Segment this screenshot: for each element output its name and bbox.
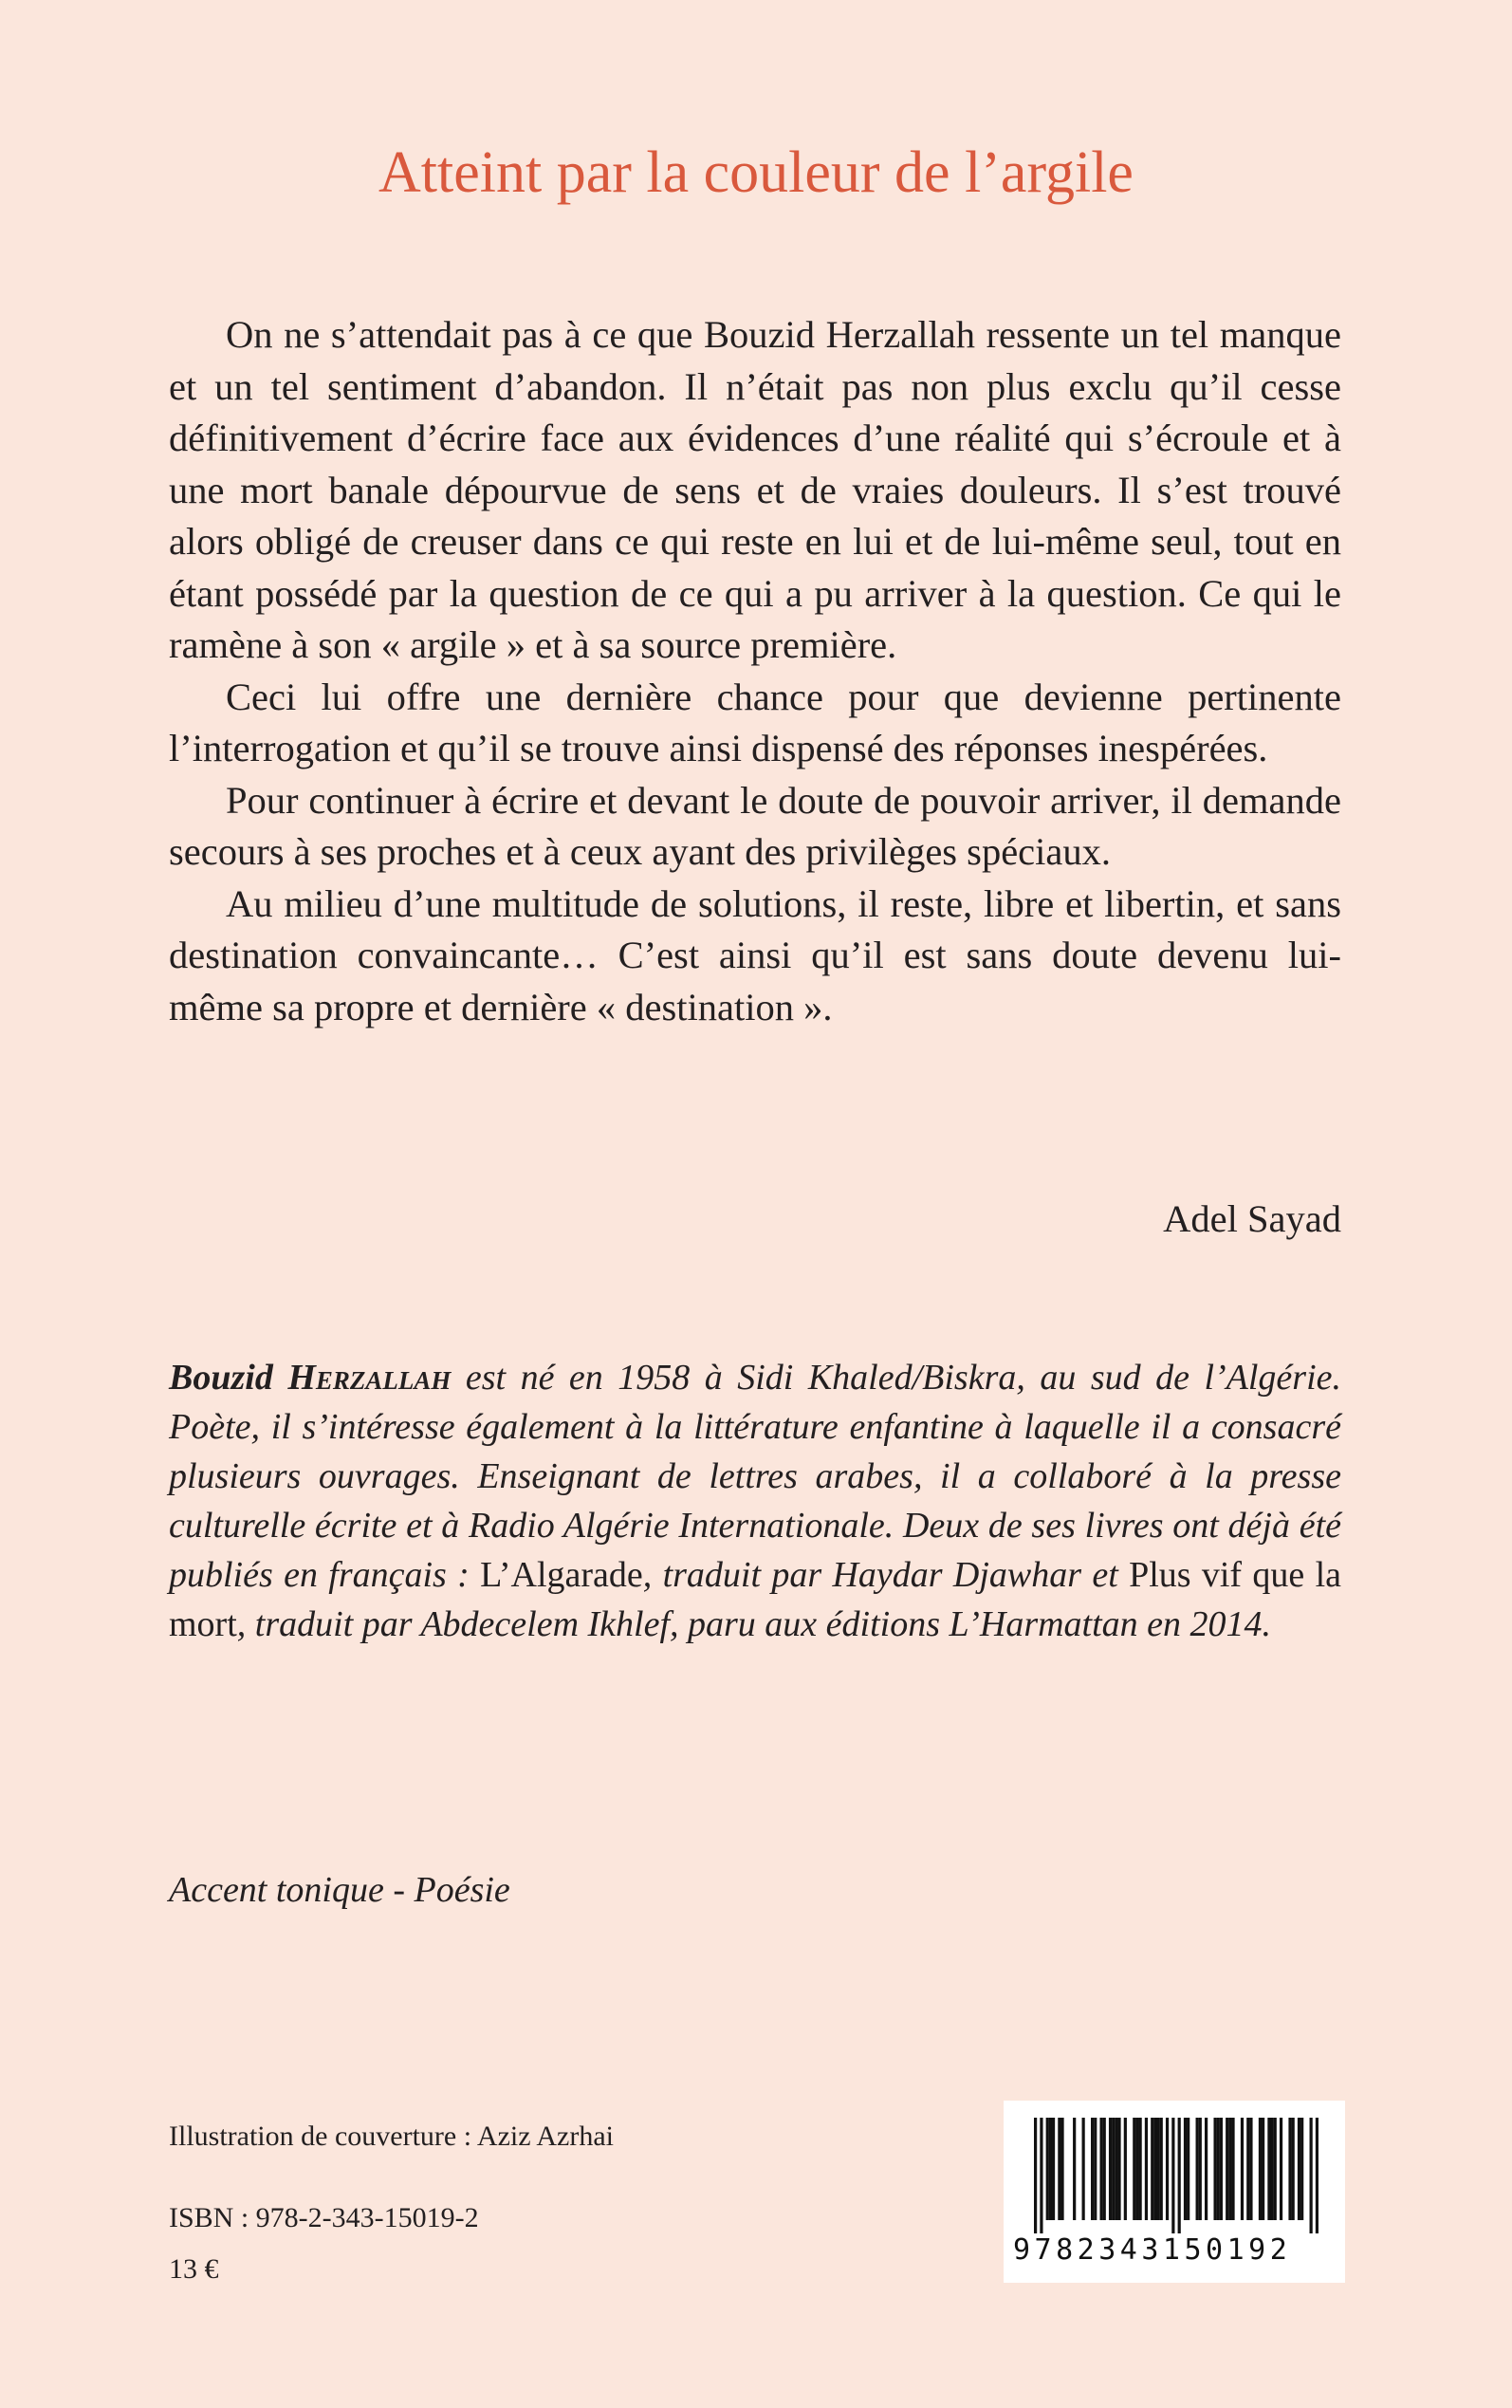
barcode-bar xyxy=(1262,2118,1264,2220)
author-last-name: Herzallah xyxy=(287,1358,452,1398)
barcode-bar xyxy=(1156,2118,1159,2220)
barcode-bar xyxy=(1166,2118,1169,2220)
barcode-bar xyxy=(1049,2118,1052,2220)
barcode-bar xyxy=(1199,2118,1202,2220)
price: 13 € xyxy=(169,2253,219,2285)
barcode-bar xyxy=(1151,2118,1153,2220)
barcode-bar xyxy=(1112,2118,1115,2220)
barcode-bar xyxy=(1082,2118,1085,2220)
bio-text: , traduit par Haydar Djawhar et xyxy=(642,1555,1130,1595)
barcode-bar xyxy=(1040,2118,1042,2233)
barcode-bar xyxy=(1310,2118,1313,2233)
barcode-bar xyxy=(1213,2118,1216,2220)
barcode-bar xyxy=(1139,2118,1142,2220)
bio-text: , traduit par Abdecelem Ikhlef, paru aux éditions L’Harmattan en 2014. xyxy=(236,1604,1272,1644)
barcode-bar xyxy=(1109,2118,1112,2220)
bio-text: est né en 1958 à Sidi Khaled/Biskra, au sud de l’Algérie. Poète, il s’intéresse également à la littérature enfantine à laquelle il a consacré plusieurs ouvrages. Enseignant de lettres arabes, il a collaboré à la presse culturelle écrite et à Radio Algérie Internationale. Deux de ses livres ont déjà été publiés en français : xyxy=(169,1358,1342,1595)
barcode-bar xyxy=(1228,2118,1231,2220)
barcode-bar xyxy=(1052,2118,1055,2220)
back-cover-blurb xyxy=(169,309,1341,1033)
barcode-bar xyxy=(1267,2118,1270,2220)
barcode-bar xyxy=(1073,2118,1076,2220)
barcode-bar xyxy=(1259,2118,1262,2220)
barcode-bar xyxy=(1316,2118,1318,2233)
barcode-bar xyxy=(1124,2118,1127,2220)
barcode-bar xyxy=(1220,2118,1223,2220)
barcode-bar xyxy=(1091,2118,1094,2220)
isbn-text: ISBN : 978-2-343-15019-2 xyxy=(169,2202,479,2233)
barcode-bar xyxy=(1187,2118,1189,2220)
blurb-paragraph: On ne s’attendait pas à ce que Bouzid Herzallah ressente un tel manque et un tel sentiment d’abandon. Il n’était pas non plus exclu qu’il cesse définitivement d’écrire face aux évidences d’une réalité qui s’écroule et à une mort banale dépourvue de sens et de vraies douleurs. Il s’est trouvé alors obligé de creuser dans ce qui reste en lui et de lui-même seul, tout en étant possédé par la question de ce qui a pu arriver à la question. Ce qui le ramène à son « argile » et à sa source première. xyxy=(169,313,1341,666)
barcode-bar xyxy=(1292,2118,1295,2220)
barcode-bar xyxy=(1099,2118,1102,2220)
barcode-bar xyxy=(1117,2118,1120,2220)
collection-name: Accent tonique - Poésie xyxy=(169,1870,510,1910)
barcode-bar xyxy=(1060,2118,1063,2220)
barcode-bar xyxy=(1133,2118,1135,2220)
author-first-name: Bouzid xyxy=(169,1358,273,1398)
barcode-bar xyxy=(1249,2118,1252,2220)
barcode-bar xyxy=(1274,2118,1277,2220)
barcode-bar xyxy=(1288,2118,1291,2220)
book-title-algarade: L’Algarade xyxy=(480,1555,643,1595)
barcode-bar xyxy=(1241,2118,1244,2220)
barcode-bar xyxy=(1046,2118,1049,2220)
blurb-paragraph: Ceci lui offre une dernière chance pour que devienne pertinente l’interrogation et qu’il se trouve ainsi dispensé des réponses inespérées. xyxy=(169,675,1341,769)
blurb-signature: Adel Sayad xyxy=(1163,1197,1341,1240)
barcode-bar xyxy=(1231,2118,1234,2220)
barcode-bar xyxy=(1184,2118,1187,2220)
barcode-bars xyxy=(1034,2118,1318,2233)
barcode-bar xyxy=(1103,2118,1106,2220)
barcode-bar xyxy=(1058,2118,1060,2220)
barcode-bar xyxy=(1300,2118,1303,2220)
barcode-bar xyxy=(1171,2118,1174,2233)
barcode-bar xyxy=(1217,2118,1220,2220)
barcode-bar xyxy=(1153,2118,1156,2220)
barcode-bar xyxy=(1298,2118,1300,2220)
barcode-bar xyxy=(1280,2118,1282,2220)
author-bio xyxy=(169,1353,1341,1649)
barcode-bar xyxy=(1205,2118,1208,2220)
barcode-bar xyxy=(1178,2118,1181,2233)
book-title: Atteint par la couleur de l’argile xyxy=(378,140,1134,205)
barcode-bar xyxy=(1270,2118,1273,2220)
blurb-paragraph: Pour continuer à écrire et devant le doute de pouvoir arriver, il demande secours à ses proches et à ceux ayant des privilèges spéciaux. xyxy=(169,778,1341,873)
barcode-digits: 9782343150192 xyxy=(1013,2233,1292,2267)
barcode-bar xyxy=(1226,2118,1228,2220)
barcode-bar xyxy=(1160,2118,1163,2220)
barcode-bar xyxy=(1094,2118,1097,2220)
barcode-bar xyxy=(1115,2118,1117,2220)
barcode-bar xyxy=(1246,2118,1249,2220)
blurb-paragraph: Au milieu d’une multitude de solutions, il reste, libre et libertin, et sans destination convaincante… C’est ainsi qu’il est sans doute devenu lui-même sa propre et dernière « destination ». xyxy=(169,881,1341,1028)
barcode-bar xyxy=(1034,2118,1037,2233)
barcode xyxy=(1004,2101,1345,2283)
illustration-credit: Illustration de couverture : Aziz Azrhai xyxy=(169,2121,614,2152)
barcode-bar xyxy=(1145,2118,1148,2220)
barcode-bar xyxy=(1135,2118,1138,2220)
book-title-plus-vif: Plus vif que la mort xyxy=(169,1555,1342,1644)
barcode-bar xyxy=(1196,2118,1199,2220)
